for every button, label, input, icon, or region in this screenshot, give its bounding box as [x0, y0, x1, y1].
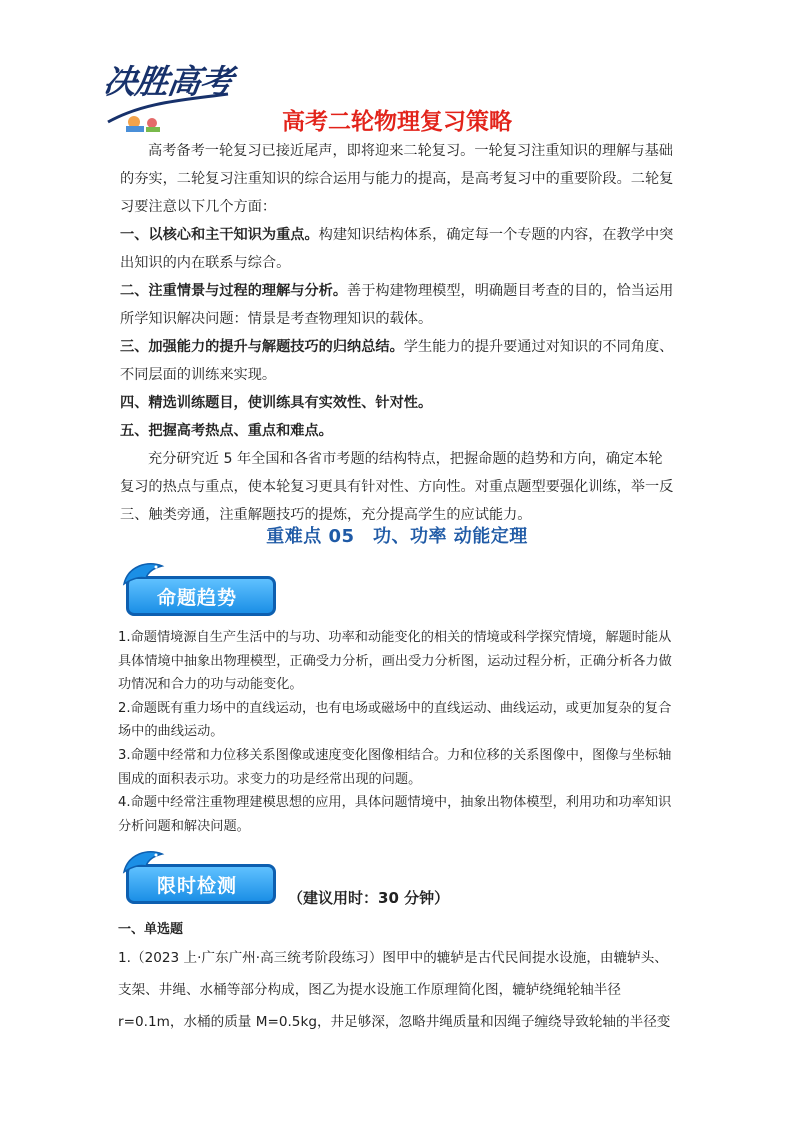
intro-block: [120, 137, 676, 529]
section-title: 重难点 05 功、功率 动能定理: [266, 526, 528, 547]
dolphin-icon: [118, 846, 168, 880]
closing-paragraph: 充分研究近 5 年全国和各省市考题的结构特点，把握命题的趋势和方向，确定本轮复习的热点与重点，使本轮复习更具有针对性、方向性。对重点题型要强化训练，举一反三、触类旁通，注重解题技巧的提炼，充分提高学生的应试能力。: [120, 451, 674, 523]
point-2: 二、注重情景与过程的理解与分析。善于构建物理模型，明确题目考查的目的，恰当运用所学知识解决问题：情景是考查物理知识的载体。: [120, 283, 674, 327]
question-text: 1.（2023 上·广东广州·高三统考阶段练习）图甲中的辘轳是古代民间提水设施，由辘轳头、支架、井绳、水桶等部分构成，图乙为提水设施工作原理简化图，辘轳绕绳轮轴半径 r=0.1m，水桶的质量 M=0.5kg，井足够深，忽略井绳质量和因绳子缠绕导致轮轴的半径变: [118, 950, 671, 1030]
point-5: 五、把握高考热点、重点和难点。: [120, 423, 333, 439]
point-4: 四、精选训练题目，使训练具有实效性、针对性。: [120, 395, 433, 411]
trend-item: 4.命题中经常注重物理建模思想的应用，具体问题情境中，抽象出物体模型，利用功和功率知识分析问题和解决问题。: [118, 795, 672, 834]
trend-item: 2.命题既有重力场中的直线运动，也有电场或磁场中的直线运动、曲线运动，或更加复杂的复合场中的曲线运动。: [118, 700, 672, 740]
intro-paragraph: 高考备考一轮复习已接近尾声，即将迎来二轮复习。一轮复习注重知识的理解与基础的夯实，二轮复习注重知识的综合运用与能力的提高，是高考复习中的重要阶段。二轮复习要注意以下几个方面：: [120, 143, 674, 215]
trend-item: 1.命题情境源自生产生活中的与功、功率和动能变化的相关的情境或科学探究情境，解题时能从具体情境中抽象出物理模型，正确受力分析，画出受力分析图，运动过程分析，正确分析各力做功情况和合力的功与动能变化。: [118, 630, 672, 693]
badge-label: 命题趋势: [157, 587, 238, 609]
badge-timed-test: [118, 846, 280, 916]
time-note: （建议用时：30 分钟）: [288, 889, 450, 907]
badge-label: 限时检测: [157, 875, 238, 897]
point-1: 一、以核心和主干知识为重点。构建知识结构体系，确定每一个专题的内容，在教学中突出知识的内在联系与综合。: [120, 227, 674, 271]
logo-text: 决胜高考: [100, 62, 235, 101]
point-3: 三、加强能力的提升与解题技巧的归纳总结。学生能力的提升要通过对知识的不同角度、不同层面的训练来实现。: [120, 339, 674, 383]
badge-trend: [118, 558, 280, 628]
dolphin-icon: [118, 558, 168, 592]
trend-list: [118, 626, 678, 838]
question-section-heading: 一、单选题: [118, 922, 184, 937]
page-title: 高考二轮物理复习策略: [282, 109, 512, 135]
trend-item: 3.命题中经常和力位移关系图像或速度变化图像相结合。力和位移的关系图像中，图像与坐标轴围成的面积表示功。求变力的功是经常出现的问题。: [118, 747, 672, 787]
